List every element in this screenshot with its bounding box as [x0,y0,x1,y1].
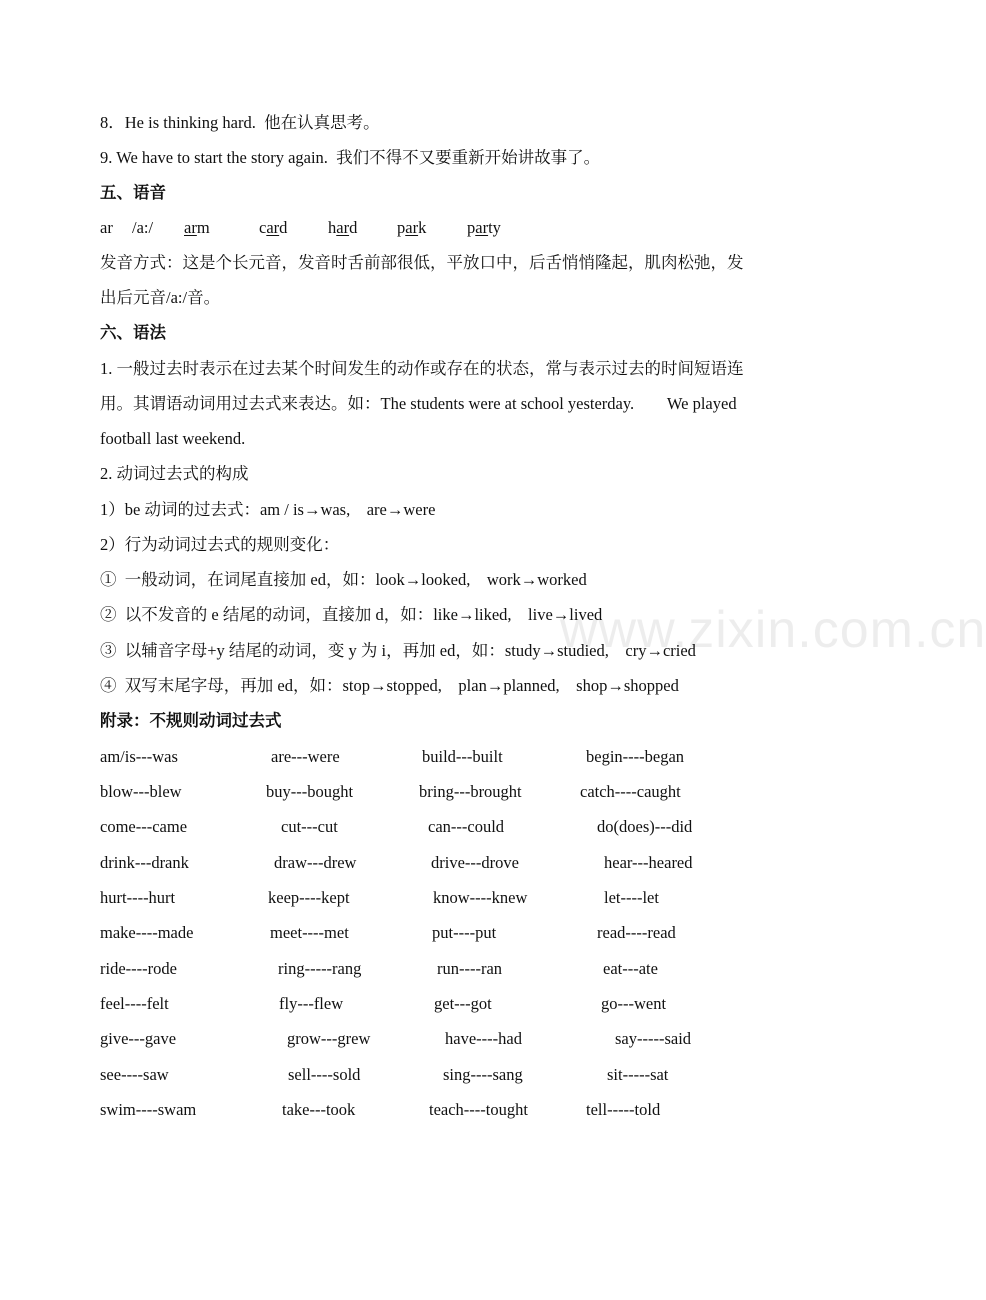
section-heading-phonetics: 五、语音 [100,183,166,202]
rule-2: ② 以不发音的 e 结尾的动词，直接加 d，如：like→liked, live→lived [100,605,603,624]
verb-pair: ring-----rang [278,959,362,978]
verb-pair: drive---drove [431,853,519,872]
verb-row [0,1100,920,1120]
verb-pair: sing----sang [443,1065,523,1084]
verb-row [0,853,920,873]
verb-row [0,923,920,943]
grammar-point-1-line-2: 用。其谓语动词用过去式来表达。如：The students were at school yesterday. We played [100,394,737,413]
verb-pair: say-----said [615,1029,692,1048]
verb-pair: eat---ate [603,959,658,978]
verb-pair: swim----swam [100,1100,197,1119]
phonetics-ipa: /a:/ [132,218,154,237]
phonetic-word: party [467,218,501,237]
verb-pair: are---were [271,747,340,766]
regular-verb-title: 2）行为动词过去式的规则变化： [100,535,340,554]
verb-pair: buy---bought [266,782,354,801]
verb-pair: fly---flew [279,994,344,1013]
watermark: www.zixin.com.cn [560,601,986,659]
verb-pair: read----read [597,923,676,942]
verb-row [0,959,920,979]
phonetic-word: arm [184,218,210,237]
verb-pair: draw---drew [274,853,357,872]
phonetics-letters: ar [100,218,113,237]
verb-pair: am/is---was [100,747,178,766]
verb-pair: see----saw [100,1065,169,1084]
verb-pair: feel----felt [100,994,169,1013]
verb-pair: go---went [601,994,667,1013]
verb-pair: hear---heared [604,853,693,872]
verb-pair: get---got [434,994,492,1013]
pronunciation-method-line-1: 发音方式：这是个长元音，发音时舌前部很低，平放口中，后舌悄悄隆起，肌肉松弛，发 [100,253,744,272]
sentence-9: 9. We have to start the story again. 我们不得不又要重新开始讲故事了。 [100,148,601,167]
verb-row [0,1065,920,1085]
grammar-point-1-line-3: football last weekend. [100,429,246,448]
appendix-heading: 附录：不规则动词过去式 [100,711,282,730]
verb-pair: put----put [432,923,497,942]
verb-pair: take---took [282,1100,356,1119]
verb-pair: can---could [428,817,505,836]
verb-pair: make----made [100,923,194,942]
verb-pair: come---came [100,817,188,836]
verb-row [0,994,920,1014]
phonetic-word: card [259,218,288,237]
verb-pair: blow---blew [100,782,182,801]
pronunciation-method-line-2: 出后元音/a:/音。 [100,288,221,307]
rule-3: ③ 以辅音字母+y 结尾的动词，变 y 为 i，再加 ed，如：study→studied, cry→cried [100,641,696,660]
verb-row [0,747,920,767]
verb-pair: begin----began [586,747,685,766]
verb-pair: teach----tought [429,1100,528,1119]
verb-row [0,1029,920,1049]
verb-row [0,888,920,908]
verb-pair: hurt----hurt [100,888,176,907]
verb-pair: have----had [445,1029,522,1048]
verb-pair: let----let [604,888,659,907]
verb-pair: give---gave [100,1029,177,1048]
verb-pair: bring---brought [419,782,522,801]
verb-pair: meet----met [270,923,349,942]
phonetic-word: park [397,218,427,237]
verb-pair: keep----kept [268,888,350,907]
rule-4: ④ 双写末尾字母，再加 ed，如：stop→stopped, plan→planned, shop→shopped [100,676,679,695]
grammar-point-1-line-1: 1. 一般过去时表示在过去某个时间发生的动作或存在的状态，常与表示过去的时间短语连 [100,359,744,378]
verb-pair: ride----rode [100,959,177,978]
verb-pair: tell-----told [586,1100,661,1119]
verb-pair: grow---grew [287,1029,371,1048]
be-verb-past: 1）be 动词的过去式：am / is→was, are→were [100,500,436,519]
verb-pair: cut---cut [281,817,338,836]
rule-1: ① 一般动词，在词尾直接加 ed，如：look→looked, work→worked [100,570,587,589]
section-heading-grammar: 六、语法 [100,323,166,342]
verb-pair: drink---drank [100,853,189,872]
verb-pair: run----ran [437,959,503,978]
verb-row [0,817,920,837]
verb-pair: catch----caught [580,782,681,801]
verb-pair: build---built [422,747,503,766]
verb-pair: sell----sold [288,1065,361,1084]
phonetic-word: hard [328,218,358,237]
verb-pair: do(does)---did [597,817,693,836]
sentence-8: 8．He is thinking hard. 他在认真思考。 [100,113,380,132]
grammar-point-2-title: 2. 动词过去式的构成 [100,464,249,483]
verb-row [0,782,920,802]
verb-pair: sit-----sat [607,1065,669,1084]
verb-pair: know----knew [433,888,528,907]
